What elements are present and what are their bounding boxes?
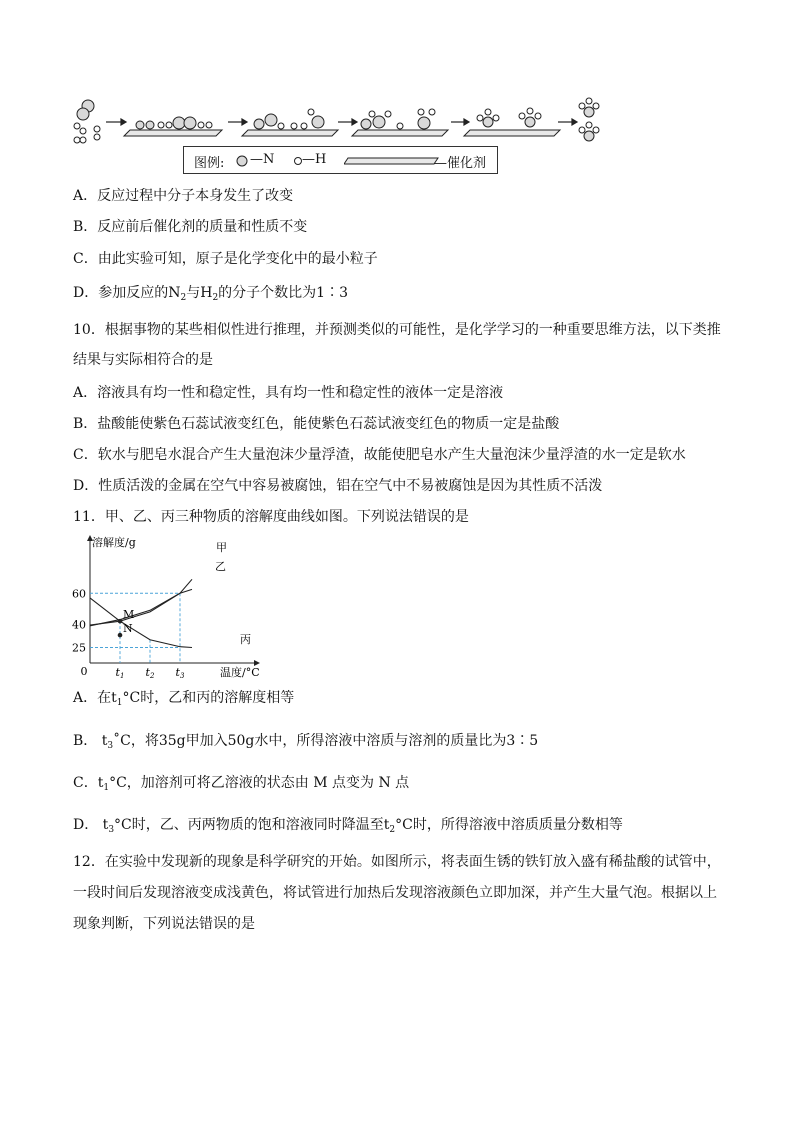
q11-option-d: D． $t_3^\circ C$时，乙、丙两物质的饱和溶液同时降温至$t_2^\circ C$时，所得溶液中溶质质量分数相等 <box>73 817 623 835</box>
x-axis-label: 温度/°C <box>220 666 260 678</box>
q10-option-c: C．软水与肥皂水混合产生大量泡沫少量浮渣，故能使肥皂水产生大量泡沫少量浮渣的水一定是软水 <box>73 447 686 463</box>
nitrogen-atom-icon <box>236 155 248 167</box>
series-label: 乙 <box>215 560 226 573</box>
q12-stem-3: 现象判断，下列说法错误的是 <box>73 916 255 932</box>
catalyst-icon <box>344 156 439 166</box>
q10-stem-2: 结果与实际相符合的是 <box>73 352 213 368</box>
point-N <box>118 633 123 638</box>
legend-n: —N <box>250 152 275 167</box>
q9-option-c: C．由此实验可知，原子是化学变化中的最小粒子 <box>73 251 378 267</box>
solubility-chart <box>68 533 268 678</box>
q9-option-d: D．参加反应的$N_2$与$H_2$的分子个数比为1∶3 <box>73 285 348 303</box>
y-tick-label: 25 <box>72 641 86 655</box>
series-curve-乙 <box>90 589 192 625</box>
q10-option-a: A．溶液具有均一性和稳定性，具有均一性和稳定性的液体一定是溶液 <box>73 385 504 401</box>
q9-option-b: B．反应前后催化剂的质量和性质不变 <box>73 219 308 235</box>
legend-label: 图例: <box>194 156 225 171</box>
origin-label: 0 <box>80 665 88 678</box>
x-tick-label: t1 <box>115 666 125 678</box>
q11-stem: 11．甲、乙、丙三种物质的溶解度曲线如图。下列说法错误的是 <box>73 509 469 525</box>
legend-catalyst: —催化剂 <box>434 156 487 171</box>
q11-option-c: C．$t_1^\circ C$，加溶剂可将乙溶液的状态由 M 点变为 N 点 <box>73 775 410 793</box>
series-label: 甲 <box>216 541 227 554</box>
series-label: 丙 <box>240 633 251 646</box>
point-label: N <box>123 622 133 636</box>
point-M <box>118 619 123 624</box>
series-curve-甲 <box>90 579 192 626</box>
y-tick-label: 60 <box>72 587 86 601</box>
y-axis-label: 溶解度/g <box>92 536 136 549</box>
y-tick-label: 40 <box>72 618 86 632</box>
q11-option-b: B． $t_3˚C$，将35g甲加入50g水中，所得溶液中溶质与溶剂的质量比为3∶5 <box>73 733 539 751</box>
q10-option-d: D．性质活泼的金属在空气中容易被腐蚀，铝在空气中不易被腐蚀是因为其性质不活泼 <box>73 478 603 494</box>
x-tick-label: t3 <box>175 666 185 678</box>
q9-option-a: A．反应过程中分子本身发生了改变 <box>73 188 294 204</box>
legend-h: —H <box>302 152 327 167</box>
q11-option-a: A．在$t_1^\circ C$时，乙和丙的溶解度相等 <box>73 690 295 708</box>
q10-option-b: B．盐酸能使紫色石蕊试液变红色，能使紫色石蕊试液变红色的物质一定是盐酸 <box>73 416 560 432</box>
diagram-legend <box>183 146 498 174</box>
q12-stem-2: 一段时间后发现溶液变成浅黄色，将试管进行加热后发现溶液颜色立即加深，并产生大量气泡。根据以上 <box>73 885 717 901</box>
q10-stem-1: 10．根据事物的某些相似性进行推理，并预测类似的可能性，是化学学习的一种重要思维方法，以下类推 <box>73 322 721 338</box>
x-tick-label: t2 <box>145 666 155 678</box>
q12-stem-1: 12．在实验中发现新的现象是科学研究的开始。如图所示，将表面生锈的铁钉放入盛有稀盐酸的试管中， <box>73 854 721 870</box>
point-label: M <box>123 608 135 622</box>
